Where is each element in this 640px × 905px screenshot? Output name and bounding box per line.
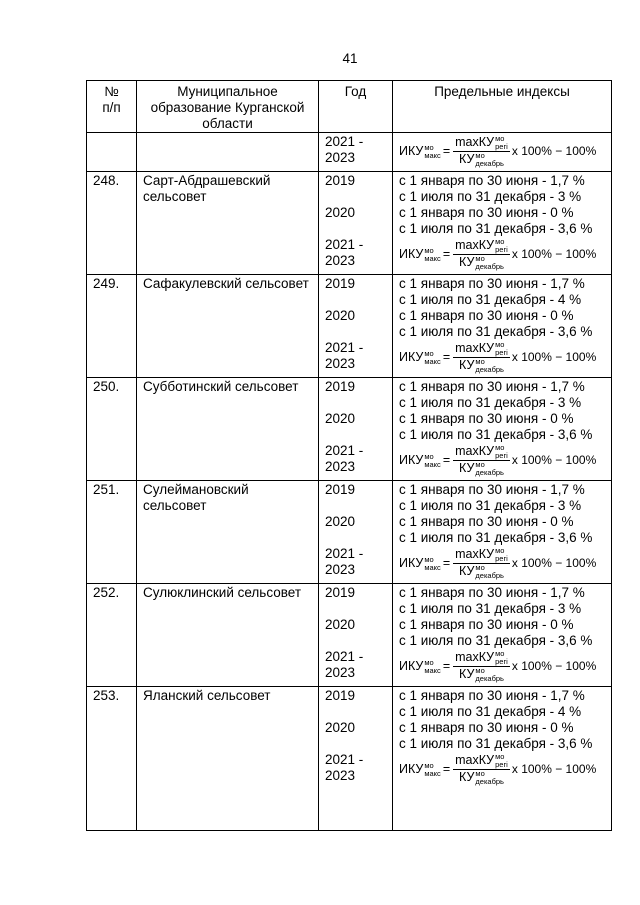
year-line: 2021 - xyxy=(325,649,364,664)
formula xyxy=(399,752,609,786)
year-line: 2023 xyxy=(325,459,356,474)
year-line: 2019 xyxy=(325,688,356,703)
table-row xyxy=(87,378,612,481)
year-cell xyxy=(319,133,393,172)
formula-numerator xyxy=(453,547,510,563)
formula-lhs-superscript: мо xyxy=(424,245,434,255)
year-line: 2023 xyxy=(325,562,356,577)
formula-denominator-symbol: КУ xyxy=(459,667,475,681)
row-number-cell xyxy=(87,687,137,831)
formula-tail: x 100% − 100% xyxy=(511,349,597,364)
header-municipality-line: образование Курганской xyxy=(150,100,305,115)
municipality-cell xyxy=(137,481,319,584)
formula-tail: x 100% − 100% xyxy=(511,452,597,467)
year-line: 2020 xyxy=(325,617,356,632)
index-line: с 1 января по 30 июня - 1,7 % xyxy=(399,482,585,497)
formula-numerator xyxy=(453,444,510,460)
year-line: 2021 - xyxy=(325,134,364,149)
formula-numerator xyxy=(453,753,510,769)
formula-tail: x 100% − 100% xyxy=(511,761,597,776)
formula-denominator-subscript: декабрь xyxy=(475,365,504,374)
row-number: 252. xyxy=(93,585,120,600)
year-line: 2020 xyxy=(325,720,356,735)
row-number: 249. xyxy=(93,276,120,291)
formula-fraction xyxy=(453,135,510,168)
indices-cell xyxy=(393,172,612,275)
formula-denominator-superscript: мо xyxy=(475,666,485,675)
municipality-cell xyxy=(137,275,319,378)
index-line: с 1 июля по 31 декабря - 3 % xyxy=(399,601,582,616)
formula-tail: x 100% − 100% xyxy=(511,143,597,158)
index-line: с 1 июля по 31 декабря - 3 % xyxy=(399,498,582,513)
indices-cell xyxy=(393,275,612,378)
formula-numerator-superscript: мо xyxy=(495,649,505,658)
formula-denominator-subscript: декабрь xyxy=(475,262,504,271)
formula-numerator-scripts xyxy=(495,547,508,562)
municipality-name-line: Сулеймановский xyxy=(143,482,249,497)
header-indices xyxy=(393,81,612,133)
year-cell xyxy=(319,378,393,481)
year-line: 2020 xyxy=(325,205,356,220)
index-line: с 1 января по 30 июня - 0 % xyxy=(399,411,574,426)
formula-lhs-symbol: ИКУ xyxy=(399,349,424,364)
index-line: с 1 января по 30 июня - 0 % xyxy=(399,514,574,529)
year-line: 2021 - xyxy=(325,546,364,561)
formula-lhs xyxy=(399,659,441,674)
formula-denominator xyxy=(453,564,510,580)
year-line: 2023 xyxy=(325,665,356,680)
formula-denominator-superscript: мо xyxy=(475,357,485,366)
formula xyxy=(399,649,609,683)
formula-numerator-symbol: maxКУ xyxy=(455,547,495,561)
formula-lhs xyxy=(399,556,441,571)
municipality-name-line: Сафакулевский сельсовет xyxy=(143,276,309,291)
formula-lhs xyxy=(399,144,441,159)
row-number-cell xyxy=(87,584,137,687)
formula-denominator-superscript: мо xyxy=(475,460,485,469)
formula-lhs-symbol: ИКУ xyxy=(399,761,424,776)
formula-lhs xyxy=(399,762,441,777)
formula-numerator-subscript: регi xyxy=(495,760,508,769)
year-cell xyxy=(319,584,393,687)
formula-lhs-subscript: макс xyxy=(424,665,441,675)
formula-lhs-scripts xyxy=(424,350,440,365)
year-line: 2020 xyxy=(325,411,356,426)
formula-denominator-subscript: декабрь xyxy=(475,674,504,683)
formula-numerator xyxy=(453,238,510,254)
index-line: с 1 июля по 31 декабря - 3,6 % xyxy=(399,736,593,751)
year-cell xyxy=(319,275,393,378)
year-cell xyxy=(319,687,393,831)
formula-equals-sign: = xyxy=(442,555,451,570)
formula-denominator-symbol: КУ xyxy=(459,564,475,578)
formula-numerator-scripts xyxy=(495,238,508,253)
municipality-cell xyxy=(137,172,319,275)
formula-lhs-scripts xyxy=(424,453,440,468)
index-line: с 1 июля по 31 декабря - 4 % xyxy=(399,292,582,307)
formula-numerator-scripts xyxy=(495,135,508,150)
header-municipality xyxy=(137,81,319,133)
formula-lhs-scripts xyxy=(424,556,440,571)
formula-numerator-superscript: мо xyxy=(495,546,505,555)
formula-lhs-scripts xyxy=(424,144,440,159)
index-line: с 1 января по 30 июня - 0 % xyxy=(399,720,574,735)
header-number-line: № xyxy=(104,84,119,99)
formula-tail: x 100% − 100% xyxy=(511,658,597,673)
year-line: 2023 xyxy=(325,253,356,268)
formula-lhs-subscript: макс xyxy=(424,150,441,160)
formula-numerator-symbol: maxКУ xyxy=(455,341,495,355)
indices-cell xyxy=(393,481,612,584)
formula-numerator-superscript: мо xyxy=(495,134,505,143)
formula-lhs-symbol: ИКУ xyxy=(399,143,424,158)
formula-equals-sign: = xyxy=(442,143,451,158)
formula-denominator-symbol: КУ xyxy=(459,358,475,372)
row-number-cell xyxy=(87,481,137,584)
formula-numerator-symbol: maxКУ xyxy=(455,753,495,767)
table-row xyxy=(87,687,612,831)
formula-lhs-superscript: мо xyxy=(424,760,434,770)
index-line: с 1 января по 30 июня - 1,7 % xyxy=(399,379,585,394)
formula-lhs-scripts xyxy=(424,247,440,262)
table-row-continuation xyxy=(87,133,612,172)
index-line: с 1 января по 30 июня - 1,7 % xyxy=(399,276,585,291)
header-municipality-line: области xyxy=(202,116,253,131)
index-line: с 1 июля по 31 декабря - 4 % xyxy=(399,704,582,719)
formula-denominator-scripts xyxy=(475,461,504,476)
formula-denominator-scripts xyxy=(475,152,504,167)
formula-equals-sign: = xyxy=(442,761,451,776)
index-line: с 1 июля по 31 декабря - 3,6 % xyxy=(399,530,593,545)
index-line: с 1 января по 30 июня - 0 % xyxy=(399,308,574,323)
formula-numerator-subscript: регi xyxy=(495,245,508,254)
formula-numerator xyxy=(453,341,510,357)
formula-lhs-subscript: макс xyxy=(424,562,441,572)
formula-lhs xyxy=(399,453,441,468)
year-line: 2021 - xyxy=(325,443,364,458)
year-line: 2021 - xyxy=(325,237,364,252)
index-line: с 1 января по 30 июня - 0 % xyxy=(399,617,574,632)
formula-numerator xyxy=(453,650,510,666)
formula-lhs-scripts xyxy=(424,762,440,777)
year-line: 2023 xyxy=(325,356,356,371)
year-line: 2023 xyxy=(325,768,356,783)
formula-fraction xyxy=(453,341,510,374)
formula-lhs-subscript: макс xyxy=(424,459,441,469)
index-line: с 1 июля по 31 декабря - 3,6 % xyxy=(399,427,593,442)
municipality-name-line: Субботинский сельсовет xyxy=(143,379,299,394)
year-line: 2019 xyxy=(325,379,356,394)
formula-lhs-symbol: ИКУ xyxy=(399,246,424,261)
year-line: 2020 xyxy=(325,514,356,529)
formula-lhs-superscript: мо xyxy=(424,657,434,667)
formula-denominator-scripts xyxy=(475,564,504,579)
formula-numerator-scripts xyxy=(495,341,508,356)
formula-equals-sign: = xyxy=(442,452,451,467)
formula-denominator-symbol: КУ xyxy=(459,255,475,269)
formula xyxy=(399,546,609,580)
header-year xyxy=(319,81,393,133)
table-row xyxy=(87,584,612,687)
table-row xyxy=(87,172,612,275)
formula-denominator-superscript: мо xyxy=(475,769,485,778)
year-line: 2019 xyxy=(325,585,356,600)
formula-denominator-symbol: КУ xyxy=(459,461,475,475)
municipality-cell xyxy=(137,133,319,172)
municipality-name-line: сельсовет xyxy=(143,498,207,513)
formula-denominator xyxy=(453,358,510,374)
formula-fraction xyxy=(453,238,510,271)
formula xyxy=(399,340,609,374)
table-row xyxy=(87,275,612,378)
formula-lhs-symbol: ИКУ xyxy=(399,658,424,673)
municipality-name-line: Сарт-Абдрашевский xyxy=(143,173,271,188)
index-line: с 1 июля по 31 декабря - 3 % xyxy=(399,395,582,410)
row-number: 250. xyxy=(93,379,120,394)
index-line: с 1 июля по 31 декабря - 3 % xyxy=(399,189,582,204)
table-body xyxy=(87,133,612,831)
municipality-name-line: Сулюклинский сельсовет xyxy=(143,585,302,600)
formula-fraction xyxy=(453,444,510,477)
index-line: с 1 января по 30 июня - 1,7 % xyxy=(399,585,585,600)
formula-denominator-symbol: КУ xyxy=(459,770,475,784)
index-line: с 1 июля по 31 декабря - 3,6 % xyxy=(399,324,593,339)
formula-denominator xyxy=(453,152,510,168)
municipality-cell xyxy=(137,584,319,687)
year-cell xyxy=(319,481,393,584)
year-line: 2020 xyxy=(325,308,356,323)
municipality-cell xyxy=(137,687,319,831)
header-number xyxy=(87,81,137,133)
table-row xyxy=(87,481,612,584)
formula-numerator-superscript: мо xyxy=(495,237,505,246)
formula-numerator-scripts xyxy=(495,753,508,768)
row-number-cell xyxy=(87,378,137,481)
indices-cell xyxy=(393,687,612,831)
formula-denominator-subscript: декабрь xyxy=(475,777,504,786)
table-header-row xyxy=(87,81,612,133)
formula-equals-sign: = xyxy=(442,246,451,261)
year-line: 2021 - xyxy=(325,340,364,355)
formula xyxy=(399,237,609,271)
formula-lhs xyxy=(399,350,441,365)
formula-numerator-scripts xyxy=(495,650,508,665)
formula-numerator-subscript: регi xyxy=(495,554,508,563)
row-number: 248. xyxy=(93,173,120,188)
formula-numerator-symbol: maxКУ xyxy=(455,135,495,149)
formula-numerator-superscript: мо xyxy=(495,752,505,761)
utility-index-table xyxy=(86,80,612,831)
formula-equals-sign: = xyxy=(442,349,451,364)
formula-lhs-superscript: мо xyxy=(424,554,434,564)
formula-lhs-symbol: ИКУ xyxy=(399,452,424,467)
formula xyxy=(399,443,609,477)
row-number: 251. xyxy=(93,482,120,497)
formula-lhs-symbol: ИКУ xyxy=(399,555,424,570)
year-cell xyxy=(319,172,393,275)
formula-numerator-subscript: регi xyxy=(495,348,508,357)
formula-denominator-symbol: КУ xyxy=(459,152,475,166)
page-number: 41 xyxy=(342,51,358,66)
formula-denominator-superscript: мо xyxy=(475,151,485,160)
row-number-cell xyxy=(87,172,137,275)
formula-fraction xyxy=(453,650,510,683)
formula-numerator-symbol: maxКУ xyxy=(455,444,495,458)
year-line: 2019 xyxy=(325,482,356,497)
header-number-line: п/п xyxy=(102,100,121,115)
row-number: 253. xyxy=(93,688,120,703)
indices-cell xyxy=(393,133,612,172)
header-year-label: Год xyxy=(344,84,367,99)
municipality-name-line: Яланский сельсовет xyxy=(143,688,271,703)
municipality-cell xyxy=(137,378,319,481)
formula-lhs-subscript: макс xyxy=(424,768,441,778)
formula-numerator-subscript: регi xyxy=(495,142,508,151)
table-header xyxy=(87,81,612,133)
formula-numerator-superscript: мо xyxy=(495,443,505,452)
index-line: с 1 января по 30 июня - 1,7 % xyxy=(399,173,585,188)
year-line: 2021 - xyxy=(325,752,364,767)
formula-numerator-subscript: регi xyxy=(495,451,508,460)
formula-numerator-symbol: maxКУ xyxy=(455,650,495,664)
formula-denominator-subscript: декабрь xyxy=(475,468,504,477)
formula-lhs-superscript: мо xyxy=(424,348,434,358)
formula-lhs-subscript: макс xyxy=(424,253,441,263)
index-line: с 1 июля по 31 декабря - 3,6 % xyxy=(399,221,593,236)
formula-denominator xyxy=(453,461,510,477)
formula xyxy=(399,134,609,168)
formula-numerator-scripts xyxy=(495,444,508,459)
formula-lhs-superscript: мо xyxy=(424,142,434,152)
formula-tail: x 100% − 100% xyxy=(511,555,597,570)
formula-numerator-symbol: maxКУ xyxy=(455,238,495,252)
formula-lhs-scripts xyxy=(424,659,440,674)
formula-denominator-scripts xyxy=(475,358,504,373)
year-line: 2023 xyxy=(325,150,356,165)
formula-denominator-superscript: мо xyxy=(475,563,485,572)
index-line: с 1 января по 30 июня - 1,7 % xyxy=(399,688,585,703)
year-line: 2019 xyxy=(325,173,356,188)
header-indices-label: Предельные индексы xyxy=(434,84,570,99)
formula-denominator-scripts xyxy=(475,770,504,785)
formula-lhs-subscript: макс xyxy=(424,356,441,366)
formula-denominator-scripts xyxy=(475,667,504,682)
formula-equals-sign: = xyxy=(442,658,451,673)
year-line: 2019 xyxy=(325,276,356,291)
header-municipality-line: Муниципальное xyxy=(177,84,278,99)
formula-denominator-scripts xyxy=(475,255,504,270)
formula-numerator xyxy=(453,135,510,151)
formula-denominator-subscript: декабрь xyxy=(475,571,504,580)
index-line: с 1 июля по 31 декабря - 3,6 % xyxy=(399,633,593,648)
formula-fraction xyxy=(453,753,510,786)
municipality-name-line: сельсовет xyxy=(143,189,207,204)
indices-cell xyxy=(393,584,612,687)
formula-numerator-subscript: регi xyxy=(495,657,508,666)
row-number-cell xyxy=(87,275,137,378)
formula-denominator-subscript: декабрь xyxy=(475,159,504,168)
indices-cell xyxy=(393,378,612,481)
formula-denominator xyxy=(453,667,510,683)
formula-fraction xyxy=(453,547,510,580)
index-line: с 1 января по 30 июня - 0 % xyxy=(399,205,574,220)
formula-denominator xyxy=(453,255,510,271)
formula-denominator-superscript: мо xyxy=(475,254,485,263)
formula-lhs-superscript: мо xyxy=(424,451,434,461)
formula-lhs xyxy=(399,247,441,262)
formula-tail: x 100% − 100% xyxy=(511,246,597,261)
formula-denominator xyxy=(453,770,510,786)
formula-numerator-superscript: мо xyxy=(495,340,505,349)
row-number-cell xyxy=(87,133,137,172)
